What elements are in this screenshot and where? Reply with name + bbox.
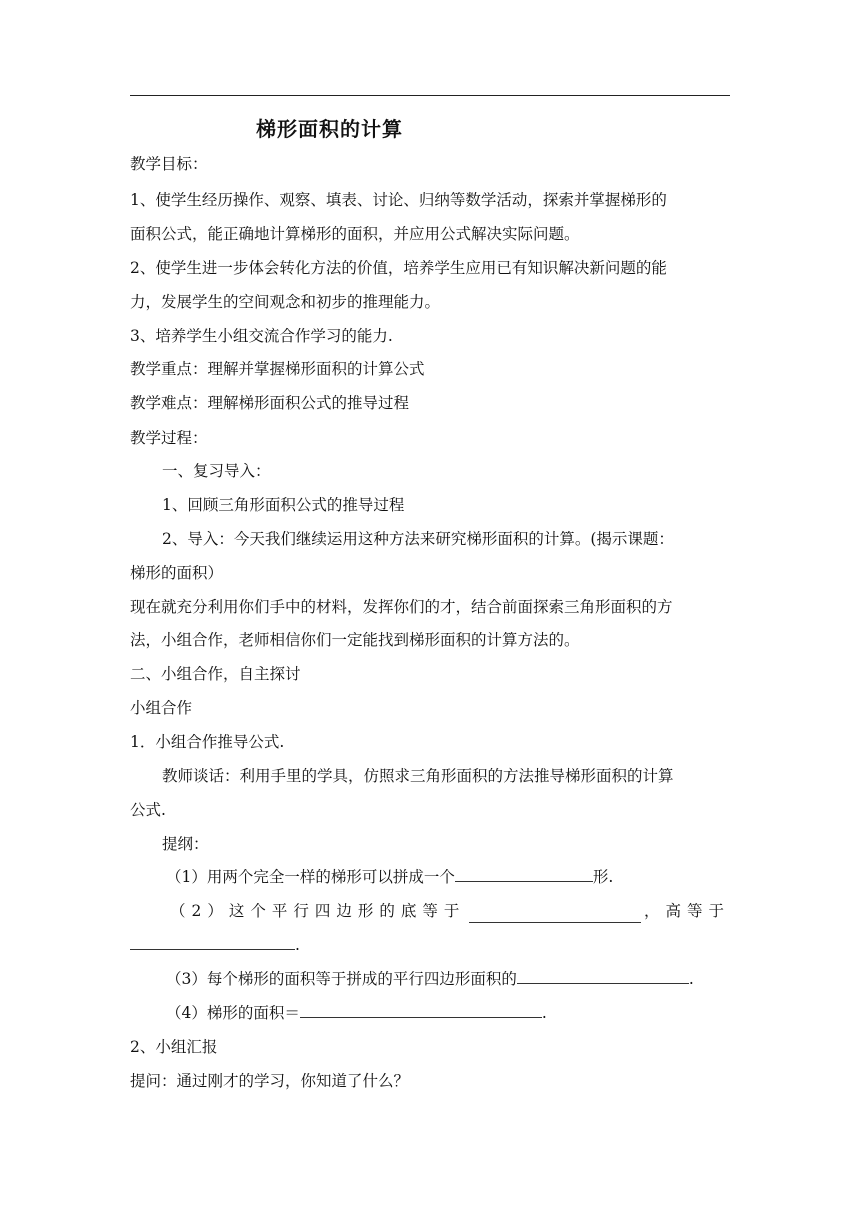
intro-line-a: 2、导入：今天我们继续运用这种方法来研究梯形面积的计算。(揭示课题： — [162, 530, 674, 548]
question-2 — [170, 899, 730, 923]
blank-1 — [455, 865, 593, 882]
question-1-text: （1）用两个完全一样的梯形可以拼成一个 — [166, 868, 455, 886]
section2-heading: 二、小组合作，自主探讨 — [130, 665, 301, 683]
goal3-line: 3、培养学生小组交流合作学习的能力. — [130, 327, 393, 345]
goal1-line-a: 1、使学生经历操作、观察、填表、讨论、归纳等数学活动，探索并掌握梯形的 — [130, 191, 667, 209]
review1: 1、回顾三角形面积公式的推导过程 — [162, 496, 405, 514]
encourage-line-a: 现在就充分利用你们手中的材料，发挥你们的才，结合前面探索三角形面积的方 — [130, 598, 673, 616]
section1-heading: 一、复习导入： — [162, 462, 271, 480]
step2: 2、小组汇报 — [130, 1038, 218, 1056]
question-2-end: . — [295, 936, 300, 954]
question-1 — [166, 865, 730, 889]
encourage-line-b: 法，小组合作，老师相信你们一定能找到梯形面积的计算方法的。 — [130, 631, 580, 649]
question-3-text: （3）每个梯形的面积等于拼成的平行四边形面积的 — [166, 970, 517, 988]
blank-4 — [300, 1001, 542, 1018]
intro-line-b: 梯形的面积） — [130, 564, 224, 582]
teacher-line-a: 教师谈话：利用手里的学具，仿照求三角形面积的方法推导梯形面积的计算 — [162, 767, 674, 785]
question-4 — [166, 1001, 730, 1025]
goals-label: 教学目标： — [130, 155, 208, 173]
group-work: 小组合作 — [130, 699, 193, 717]
goal1-line-b: 面积公式，能正确地计算梯形的面积，并应用公式解决实际问题。 — [130, 225, 580, 243]
process-label: 教学过程： — [130, 429, 208, 447]
question-prompt: 提问：通过刚才的学习，你知道了什么？ — [130, 1072, 410, 1090]
goal2-line-a: 2、使学生进一步体会转化方法的价值，培养学生应用已有知识解决新问题的能 — [130, 259, 667, 277]
question-2-continuation — [130, 933, 730, 957]
page-title: 梯形面积的计算 — [256, 117, 403, 141]
difficulty: 教学难点：理解梯形面积公式的推导过程 — [130, 394, 410, 412]
outline-label: 提纲： — [162, 835, 209, 853]
question-4-text: （4）梯形的面积＝ — [166, 1004, 300, 1022]
question-1-suffix: 形. — [592, 868, 614, 886]
blank-2b — [130, 933, 295, 950]
question-4-end: . — [541, 1004, 547, 1022]
question-3-end: . — [688, 970, 694, 988]
blank-2a — [469, 906, 641, 923]
teacher-line-b: 公式. — [130, 801, 166, 819]
blank-3 — [517, 967, 689, 984]
header-rule — [130, 95, 730, 96]
question-2-text: （2）这个平行四边形的底等于 — [170, 902, 466, 920]
step1: 1．小组合作推导公式. — [130, 733, 285, 751]
question-3 — [166, 967, 730, 991]
goal2-line-b: 力，发展学生的空间观念和初步的推理能力。 — [130, 293, 441, 311]
question-2-mid: ，高等于 — [643, 902, 730, 920]
key-point: 教学重点：理解并掌握梯形面积的计算公式 — [130, 360, 425, 378]
